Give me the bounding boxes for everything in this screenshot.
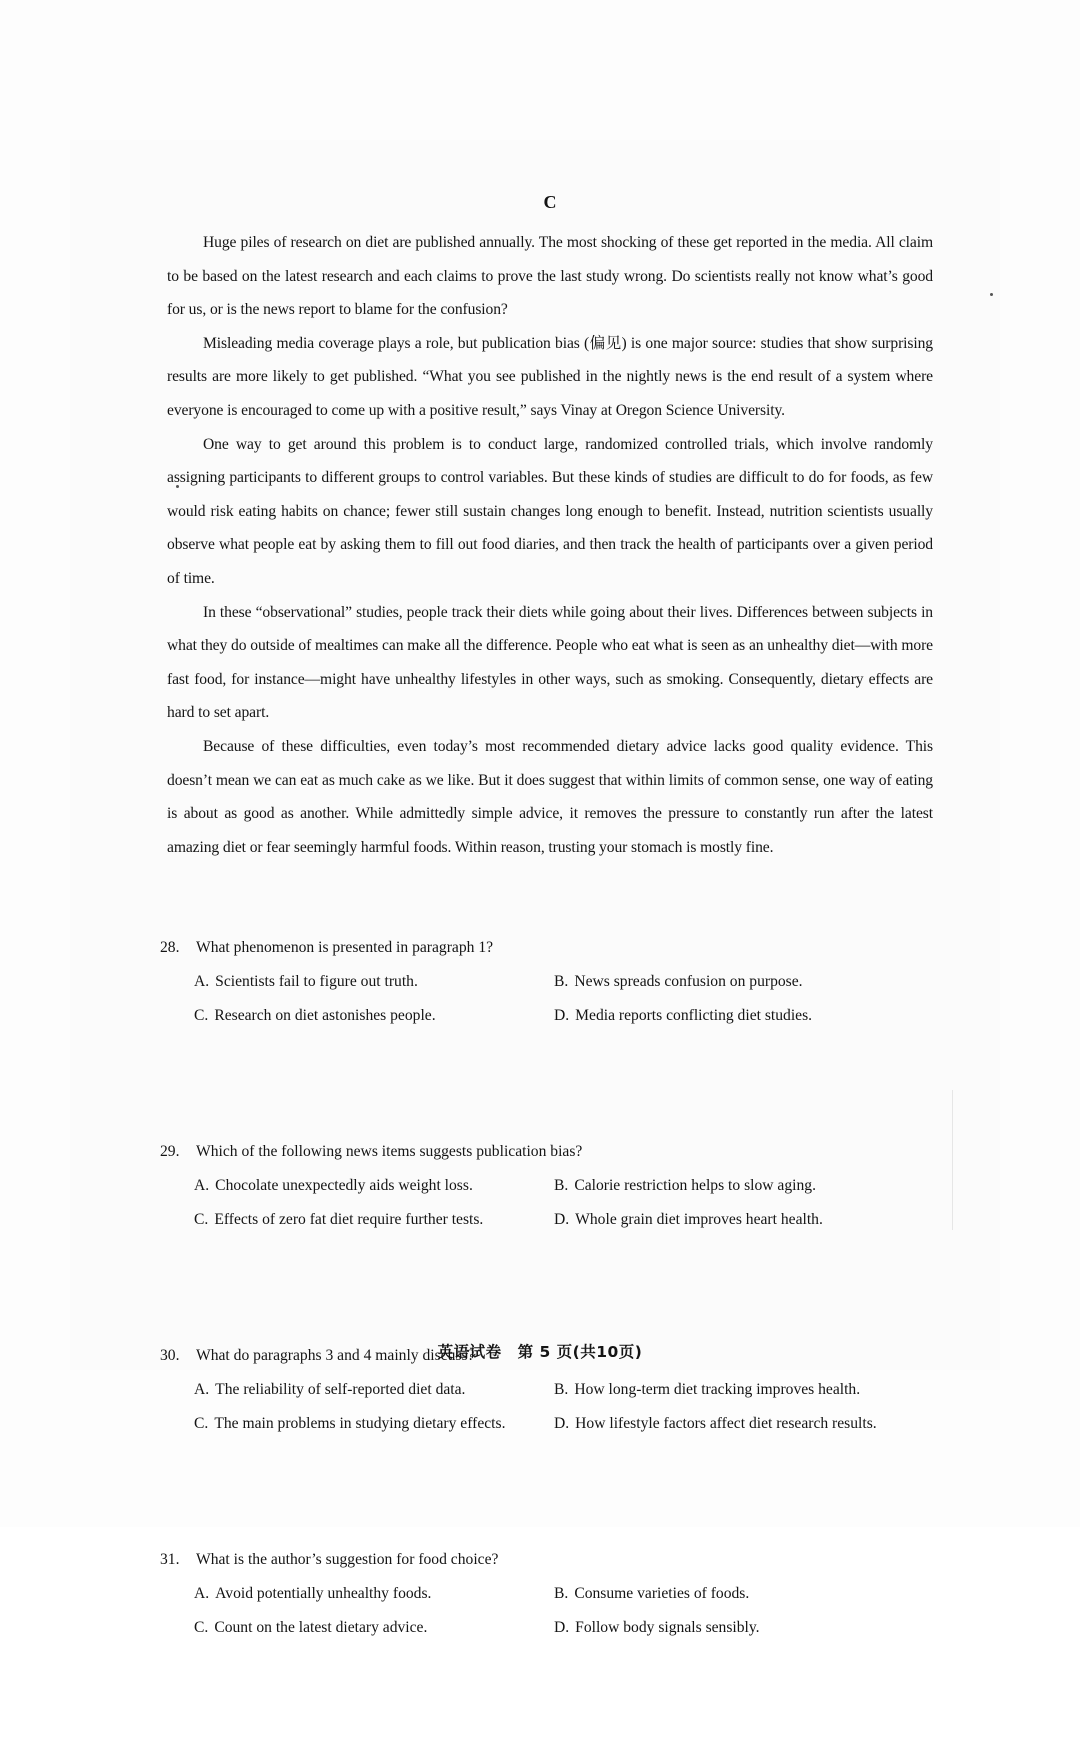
question-text: What phenomenon is presented in paragraph 1? xyxy=(196,939,494,956)
option-row xyxy=(160,1169,940,1203)
option-text: Whole grain diet improves heart health. xyxy=(575,1211,823,1228)
option-c xyxy=(160,999,522,1033)
option-text: The main problems in studying dietary effects. xyxy=(214,1415,506,1432)
option-a xyxy=(160,1577,522,1611)
paragraph-4: In these “observational” studies, people track their diets while going about their lives. Differences between subjects in what they do outside of mealtimes can make all the difference. People who eat what is seen as an unhealthy diet—with more fast food, for instance—might have unhealthy lifestyles in other ways, such as smoking. Consequently, dietary effects are hard to set apart. xyxy=(167,603,933,722)
paragraph-5: Because of these difficulties, even today’s most recommended dietary advice lacks good quality evidence. This doesn’t mean we can eat as much cake as we like. But it does suggest that within limits of common sense, one way of eating is about as good as another. While admittedly simple advice, it removes the pressure to constantly run after the latest amazing diet or fear seemingly harmful foods. Within reason, trusting your stomach is mostly fine. xyxy=(167,737,933,856)
option-text: How long-term diet tracking improves health. xyxy=(574,1381,861,1398)
option-a xyxy=(160,1373,522,1407)
section-heading: C xyxy=(543,192,557,212)
paragraph-3: One way to get around this problem is to conduct large, randomized controlled trials, which involve randomly assigning participants to different groups to control variables. But these kinds of studies are difficult to do for foods, as few would risk eating habits on chance; fewer still sustain changes long enough to benefit. Instead, nutrition scientists usually observe what people eat by asking them to fill out food diaries, and then track the health of participants over a given period of time. xyxy=(167,435,933,587)
option-b xyxy=(522,1169,922,1203)
question-29 xyxy=(160,1135,940,1339)
option-letter: D. xyxy=(554,1211,570,1228)
option-text: Avoid potentially unhealthy foods. xyxy=(215,1585,432,1602)
option-letter: D. xyxy=(554,1619,570,1636)
option-text: Effects of zero fat diet require further tests. xyxy=(214,1211,484,1228)
option-d xyxy=(522,999,922,1033)
option-text: Media reports conflicting diet studies. xyxy=(575,1007,813,1024)
option-text: Chocolate unexpectedly aids weight loss. xyxy=(215,1177,473,1194)
option-text: Research on diet astonishes people. xyxy=(214,1007,436,1024)
option-letter: A. xyxy=(194,973,210,990)
question-28 xyxy=(160,931,940,1135)
question-number: 30. xyxy=(160,1347,180,1364)
option-letter: C. xyxy=(194,1211,209,1228)
reading-passage xyxy=(167,226,933,864)
question-stem xyxy=(160,1543,940,1577)
option-letter: A. xyxy=(194,1381,210,1398)
option-letter: B. xyxy=(554,1585,569,1602)
option-letter: D. xyxy=(554,1415,570,1432)
option-letter: C. xyxy=(194,1415,209,1432)
option-text: Calorie restriction helps to slow aging. xyxy=(574,1177,816,1194)
option-row xyxy=(160,965,940,999)
paragraph-2: Misleading media coverage plays a role, but publication bias (偏见) is one major source: studies that show surprising results are more likely to get published. “What you see published in the nightly news is the end result of a system where everyone is encouraged to come up with a positive result,” says Vinay at Oregon Science University. xyxy=(167,334,933,419)
option-a xyxy=(160,965,522,999)
option-row xyxy=(160,1407,940,1441)
option-row xyxy=(160,999,940,1033)
option-b xyxy=(522,965,922,999)
question-text: What is the author’s suggestion for food choice? xyxy=(196,1551,499,1568)
option-d xyxy=(522,1407,922,1441)
option-c xyxy=(160,1611,522,1645)
question-number: 31. xyxy=(160,1551,180,1568)
scan-artifact-line xyxy=(952,1090,953,1230)
question-stem xyxy=(160,931,940,965)
option-row xyxy=(160,1611,940,1645)
question-31 xyxy=(160,1543,940,1747)
option-letter: B. xyxy=(554,973,569,990)
question-text: Which of the following news items suggests publication bias? xyxy=(196,1143,583,1160)
option-text: The reliability of self-reported diet data. xyxy=(215,1381,466,1398)
option-c xyxy=(160,1407,522,1441)
option-letter: A. xyxy=(194,1585,210,1602)
paragraph-1: Huge piles of research on diet are published annually. The most shocking of these get reported in the media. All claim to be based on the latest research and each claims to prove the last study wrong. Do scientists really not know what’s good for us, or is the news report to blame for the confusion? xyxy=(167,234,933,319)
question-30 xyxy=(160,1339,940,1543)
option-letter: B. xyxy=(554,1177,569,1194)
question-text: What do paragraphs 3 and 4 mainly discuss? xyxy=(196,1347,475,1364)
option-b xyxy=(522,1373,922,1407)
option-text: Follow body signals sensibly. xyxy=(575,1619,760,1636)
option-letter: B. xyxy=(554,1381,569,1398)
option-a xyxy=(160,1169,522,1203)
option-letter: A. xyxy=(194,1177,210,1194)
option-letter: C. xyxy=(194,1007,209,1024)
option-text: Scientists fail to figure out truth. xyxy=(215,973,418,990)
option-d xyxy=(522,1203,922,1237)
option-text: News spreads confusion on purpose. xyxy=(574,973,803,990)
page-footer: 英语试卷 第 5 页(共10页) xyxy=(437,1343,643,1361)
option-text: Count on the latest dietary advice. xyxy=(214,1619,428,1636)
option-text: How lifestyle factors affect diet research results. xyxy=(575,1415,877,1432)
question-number: 29. xyxy=(160,1143,180,1160)
option-text: Consume varieties of foods. xyxy=(574,1585,750,1602)
option-letter: D. xyxy=(554,1007,570,1024)
question-stem xyxy=(160,1135,940,1169)
option-row xyxy=(160,1577,940,1611)
option-letter: C. xyxy=(194,1619,209,1636)
option-b xyxy=(522,1577,922,1611)
option-c xyxy=(160,1203,522,1237)
option-d xyxy=(522,1611,922,1645)
question-list xyxy=(160,931,940,1747)
option-row xyxy=(160,1373,940,1407)
scan-speck xyxy=(990,293,993,296)
question-number: 28. xyxy=(160,939,180,956)
option-row xyxy=(160,1203,940,1237)
